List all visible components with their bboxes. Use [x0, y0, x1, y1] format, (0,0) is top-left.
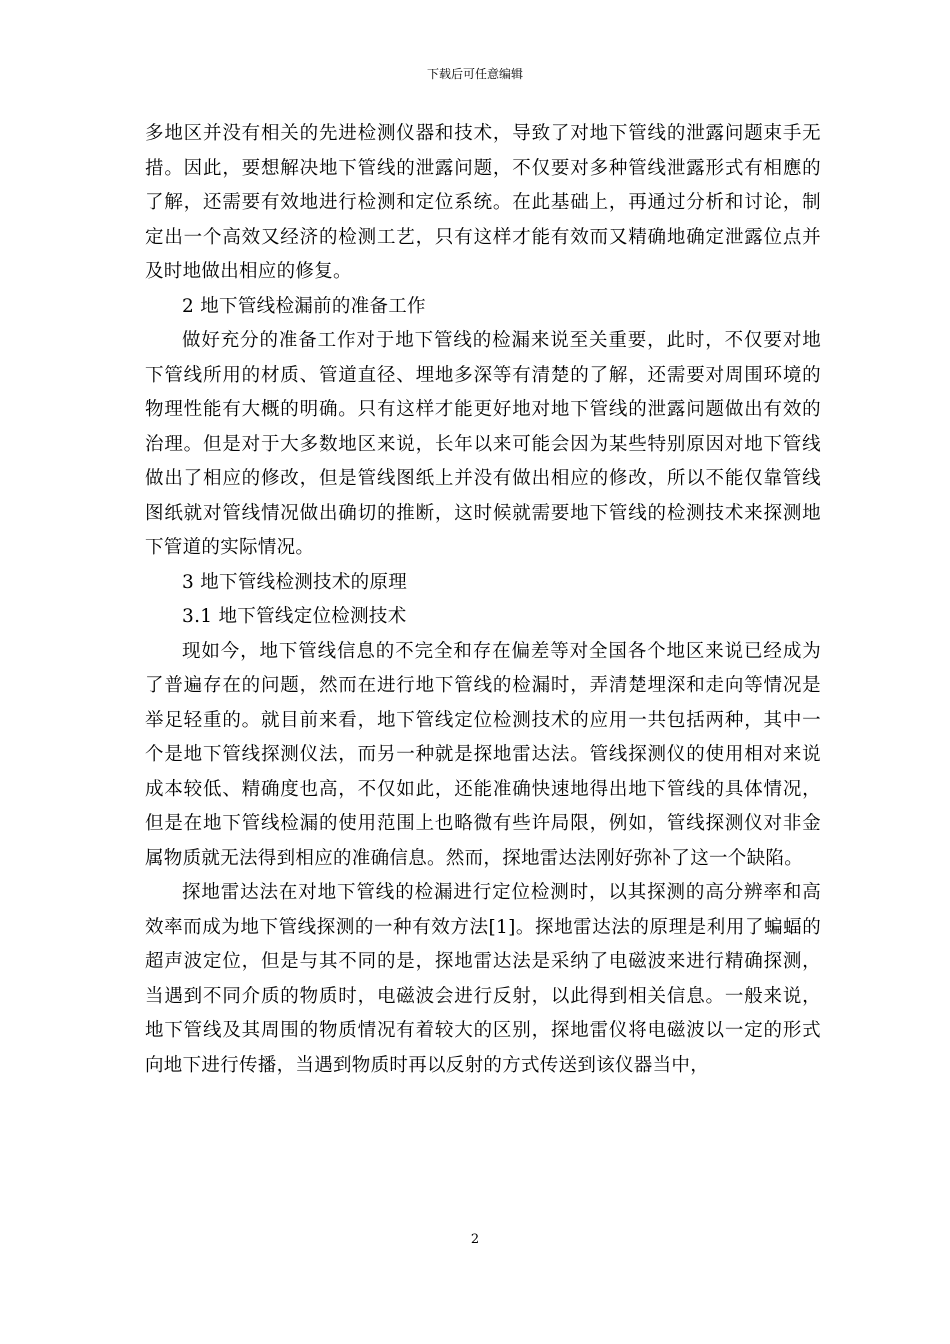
- paragraph: 探地雷达法在对地下管线的检漏进行定位检测时，以其探测的高分辨率和高效率而成为地下管线探测的一种有效方法[1]。探地雷达法的原理是利用了蝙蝠的超声波定位，但是与其不同的是，探地雷达法是采纳了电磁波来进行精确探测，当遇到不同介质的物质时，电磁波会进行反射，以此得到相关信息。一般来说，地下管线及其周围的物质情况有着较大的区别，探地雷仪将电磁波以一定的形式向地下进行传播，当遇到物质时再以反射的方式传送到该仪器当中，: [145, 882, 821, 1076]
- page-number: 2: [470, 1232, 480, 1247]
- paragraph: 现如今，地下管线信息的不完全和存在偏差等对全国各个地区来说已经成为了普遍存在的问题，然而在进行地下管线的检漏时，弄清楚埋深和走向等情况是举足轻重的。就目前来看，地下管线定位检测技术的应用一共包括两种，其中一个是地下管线探测仪法，而另一种就是探地雷达法。管线探测仪的使用相对来说成本较低、精确度也高，不仅如此，还能准确快速地得出地下管线的具体情况，但是在地下管线检漏的使用范围上也略微有些许局限，例如，管线探测仪对非金属物质就无法得到相应的准确信息。然而，探地雷达法刚好弥补了这一个缺陷。: [145, 640, 821, 869]
- document-body: [145, 117, 821, 1083]
- subsection-heading-3-1: 3.1 地下管线定位检测技术: [182, 606, 407, 627]
- section-heading-3: 3 地下管线检测技术的原理: [182, 571, 408, 593]
- section-heading-2: 2 地下管线检漏前的准备工作: [182, 295, 426, 317]
- page-header: 下载后可任意编辑: [426, 67, 523, 81]
- paragraph: 做好充分的准备工作对于地下管线的检漏来说至关重要，此时，不仅要对地下管线所用的材质、管道直径、埋地多深等有清楚的了解，还需要对周围环境的物理性能有大概的明确。只有这样才能更好地对地下管线的泄露问题做出有效的治理。但是对于大多数地区来说，长年以来可能会因为某些特别原因对地下管线做出了相应的修改，但是管线图纸上并没有做出相应的修改，所以不能仅靠管线图纸就对管线情况做出确切的推断，这时候就需要地下管线的检测技术来探测地下管道的实际情况。: [145, 330, 821, 558]
- paragraph-continued: 多地区并没有相关的先进检测仪器和技术，导致了对地下管线的泄露问题束手无措。因此，要想解决地下管线的泄露问题，不仅要对多种管线泄露形式有相應的了解，还需要有效地进行检测和定位系统。在此基础上，再通过分析和讨论，制定出一个高效又经济的检测工艺，只有这样才能有效而又精确地确定泄露位点并及时地做出相应的修复。: [145, 123, 821, 282]
